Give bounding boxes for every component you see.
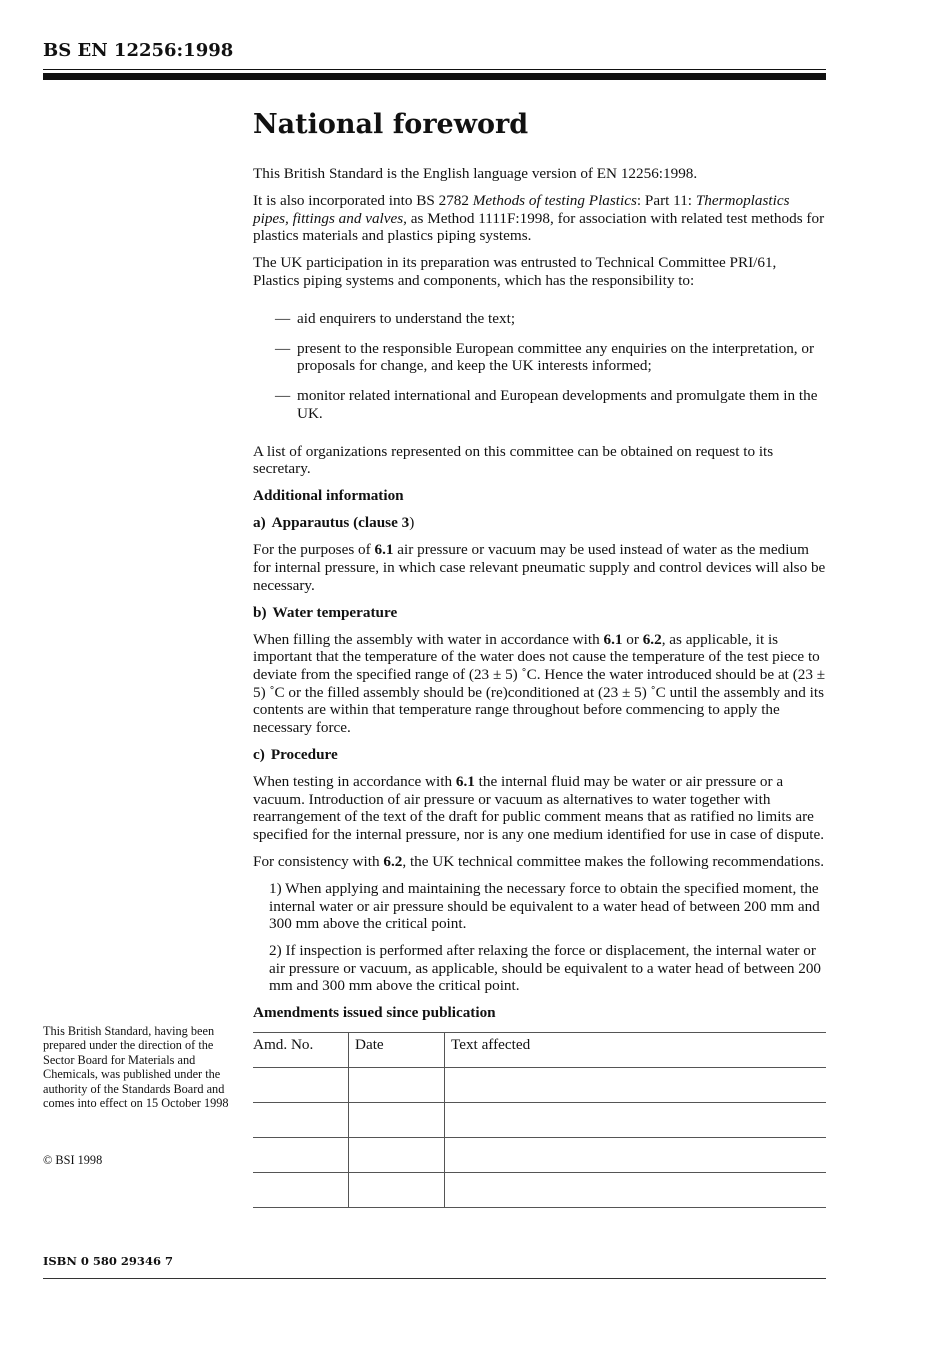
header-rule-thick xyxy=(43,73,826,80)
column-header-date: Date xyxy=(349,1032,445,1067)
table-row xyxy=(253,1137,826,1172)
text-run: It is also incorporated into BS 2782 xyxy=(253,192,473,210)
organizations-paragraph: A list of organizations represented on this committee can be obtained on request to its secretary. xyxy=(253,442,774,478)
table-header-row xyxy=(253,1032,826,1067)
text-run: : Part 11: xyxy=(636,192,696,210)
section-c-heading xyxy=(253,746,826,764)
additional-info-heading: Additional information xyxy=(253,487,404,505)
section-b-paragraph xyxy=(253,631,826,737)
footer-rule xyxy=(43,1278,826,1279)
text-run: the internal fluid may be water or air pressure or a vacuum. Introduction of air pressure or vacuum as alternatives to water together with rearrangement of the text of the draft for public comment means that as ratified no limits are specified for the internal pressure, nor is any one medium identified for use in case of dispute. xyxy=(253,772,825,843)
table-cell xyxy=(253,1067,349,1102)
main-content xyxy=(253,108,826,1208)
text-run: or xyxy=(622,630,643,648)
text-run: , as Method 1111F:1998, for association with related test methods for plastics materials and plastics piping systems. xyxy=(253,209,825,245)
section-label: b) xyxy=(253,603,267,621)
table-cell xyxy=(445,1137,827,1172)
table-cell xyxy=(445,1172,827,1207)
list-item: — present to the responsible European committee any enquiries on the interpretation, or proposals for change, and keep the UK interests informed; xyxy=(275,340,826,375)
table-cell xyxy=(349,1137,445,1172)
header-rule-thin xyxy=(43,69,826,70)
incorporation-paragraph xyxy=(253,192,826,245)
intro-paragraph: This British Standard is the English language version of EN 12256:1998. xyxy=(253,165,698,182)
section-b-heading xyxy=(253,604,826,622)
table-cell xyxy=(349,1067,445,1102)
table-cell xyxy=(445,1102,827,1137)
table-cell xyxy=(253,1137,349,1172)
table-cell xyxy=(445,1067,827,1102)
table-cell xyxy=(253,1102,349,1137)
isbn: ISBN 0 580 29346 7 xyxy=(43,1254,173,1268)
clause-ref: 6.1 xyxy=(455,772,475,790)
section-label: a) xyxy=(253,514,266,532)
section-a-paragraph xyxy=(253,541,826,594)
italic-title: Thermoplastics pipes, fittings and valves xyxy=(253,192,790,227)
column-header-amd-no: Amd. No. xyxy=(253,1032,349,1067)
section-title-close: ) xyxy=(409,514,415,532)
recommendation-2: 2) If inspection is performed after relaxing the force or displacement, the internal water or air pressure or vacuum, as applicable, should be equivalent to a water head of between 200 mm and 300 mm above the critical point. xyxy=(269,942,822,995)
section-title: Procedure xyxy=(270,745,338,763)
text-run: air pressure or vacuum may be used instead of water as the medium for internal pressure, in which case relevant pneumatic supply and control devices will also be necessary. xyxy=(253,541,826,594)
text-run: For consistency with xyxy=(253,852,384,870)
text-run: For the purposes of xyxy=(253,541,375,559)
amendments-table xyxy=(253,1032,826,1208)
column-header-text-affected: Text affected xyxy=(445,1032,827,1067)
clause-ref: 6.1 xyxy=(374,541,394,559)
section-label: c) xyxy=(253,745,265,763)
text-run: , as applicable, it is important that the temperature of the water does not cause the temperature of the test piece to deviate from the specified range of (23 ± 5) ˚C. Hence the water introduced should be at (23 ± 5) ˚C or the filled assembly should be (re)conditioned at (23 ± 5) ˚C until the assembly and its contents are within that temperature range throughout before commencing to apply the necessary force. xyxy=(253,630,826,736)
italic-title: Methods of testing Plastics xyxy=(472,192,637,210)
clause-ref: 6.2 xyxy=(642,630,662,648)
section-c-paragraph xyxy=(253,773,826,843)
responsibility-list xyxy=(275,310,826,423)
table-row xyxy=(253,1102,826,1137)
page-title: National foreword xyxy=(253,109,529,140)
table-cell xyxy=(349,1102,445,1137)
recommendation-1: 1) When applying and maintaining the necessary force to obtain the specified moment, the internal water or air pressure should be equivalent to a water head of between 200 mm and 300 mm above the critical point. xyxy=(269,879,820,933)
table-row xyxy=(253,1067,826,1102)
consistency-paragraph xyxy=(253,853,826,871)
section-title: Water temperature xyxy=(272,603,398,621)
table-cell xyxy=(253,1172,349,1207)
list-item: — aid enquirers to understand the text; xyxy=(275,310,826,328)
table-cell xyxy=(349,1172,445,1207)
section-a-heading xyxy=(253,514,826,532)
text-run: When filling the assembly with water in accordance with xyxy=(253,630,604,648)
clause-ref: 6.1 xyxy=(603,630,623,648)
list-item: — monitor related international and European developments and promulgate them in the UK. xyxy=(275,387,826,422)
text-run: , the UK technical committee makes the following recommendations. xyxy=(402,852,825,870)
text-run: When testing in accordance with xyxy=(253,772,456,790)
document-code: BS EN 12256:1998 xyxy=(43,40,234,61)
committee-paragraph: The UK participation in its preparation was entrusted to Technical Committee PRI/61, Plastics piping systems and components, which has the responsibility to: xyxy=(253,254,777,289)
clause-ref: 6.2 xyxy=(383,852,403,870)
table-row xyxy=(253,1172,826,1207)
section-title: Apparautus (clause 3 xyxy=(271,514,410,532)
publication-note: This British Standard, having been prepared under the direction of the Sector Board for Materials and Chemicals, was published under the authority of the Standards Board and comes into effect on 15 October 1998 xyxy=(43,1024,229,1111)
amendments-title: Amendments issued since publication xyxy=(253,1004,496,1022)
copyright-notice: © BSI 1998 xyxy=(43,1153,103,1167)
